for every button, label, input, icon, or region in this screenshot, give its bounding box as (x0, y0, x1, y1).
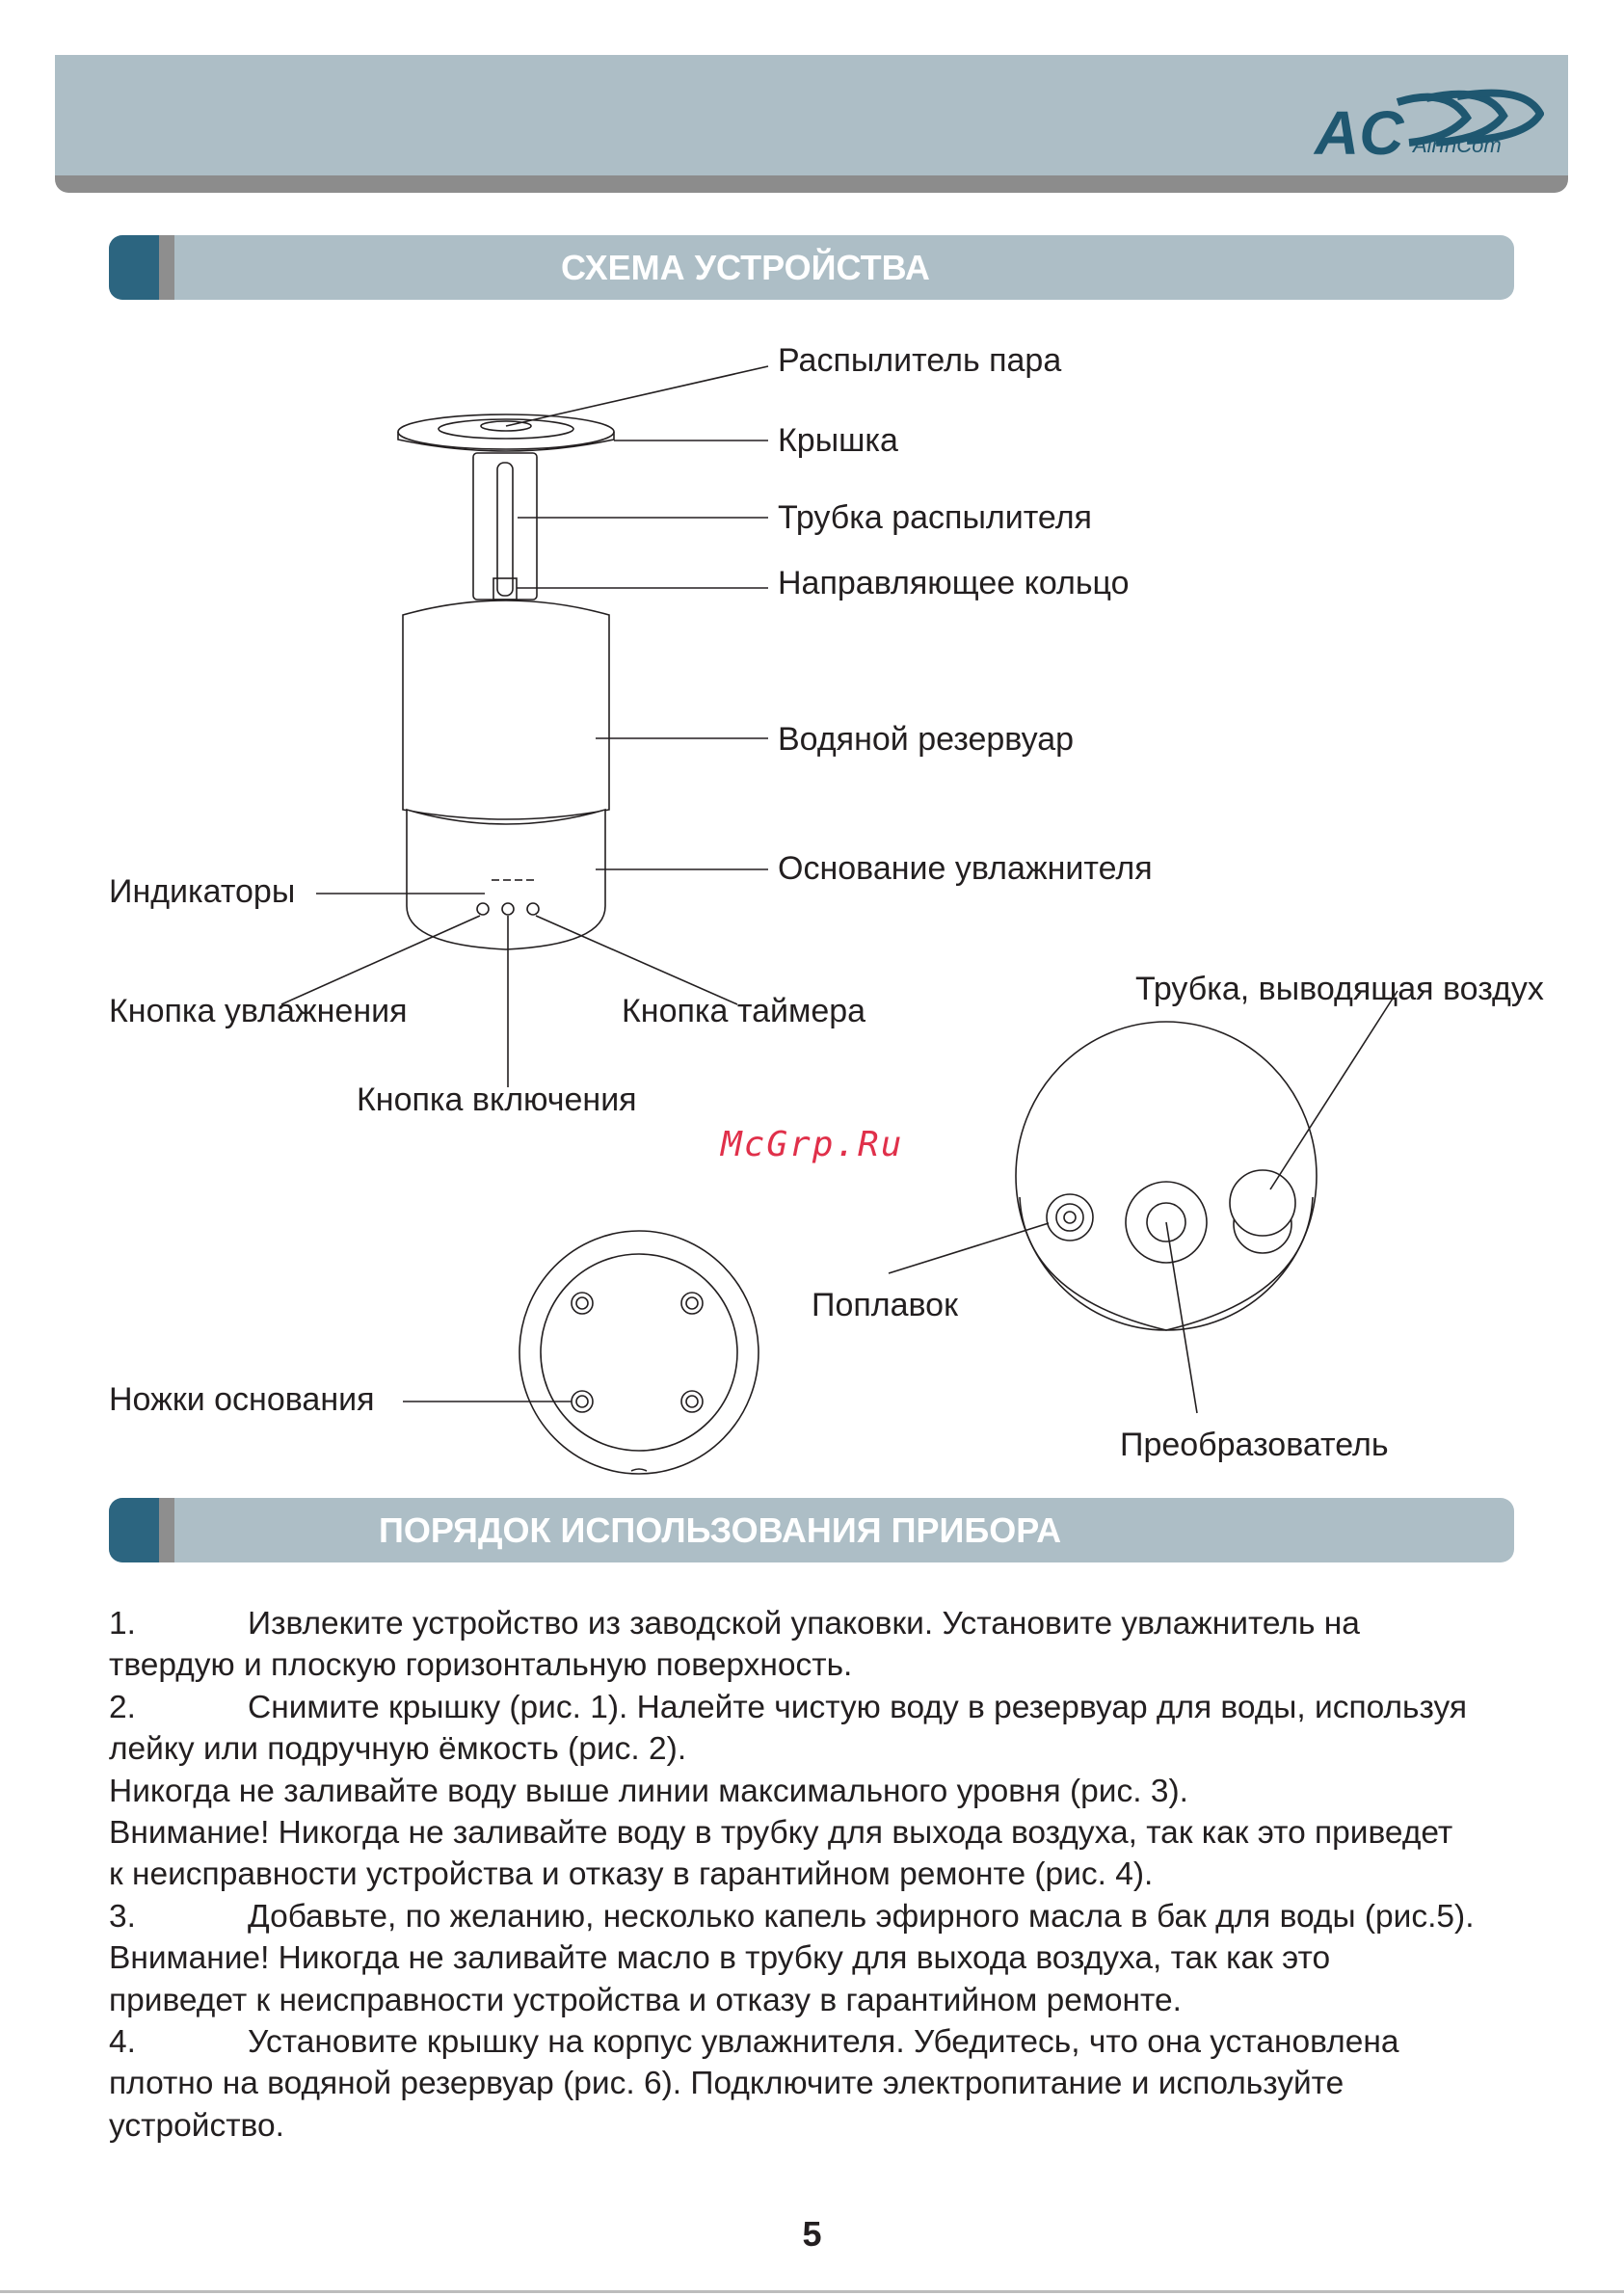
label-base: Основание увлажнителя (778, 850, 1153, 887)
section-title: ПОРЯДОК ИСПОЛЬЗОВАНИЯ ПРИБОРА (379, 1510, 1062, 1550)
section-header-device-scheme (109, 235, 1514, 300)
instruction-text: Внимание! Никогда не заливайте масло в трубку для выхода воздуха, так как это (109, 1940, 1331, 1977)
instruction-text: лейку или подручную ёмкость (рис. 2). (109, 1731, 687, 1768)
instruction-text: Извлеките устройство из заводской упаковки. Установите увлажнитель на (248, 1606, 1360, 1642)
instruction-text: устройство. (109, 2107, 284, 2144)
instruction-line (109, 2063, 1574, 2104)
instruction-text: Снимите крышку (рис. 1). Налейте чистую воду в резервуар для воды, используя (248, 1689, 1467, 1725)
page-number: 5 (802, 2214, 822, 2254)
instruction-line (109, 1771, 1574, 1812)
label-guide-ring: Направляющее кольцо (778, 565, 1130, 601)
watermark: McGrp.Ru (721, 1125, 904, 1164)
label-float: Поплавок (812, 1287, 958, 1323)
label-air-outlet-tube: Трубка, выводящая воздух (1135, 971, 1544, 1007)
label-steam-sprayer: Распылитель пара (778, 342, 1062, 379)
section-bar-accent-2 (159, 235, 174, 300)
instruction-line (109, 1728, 1574, 1770)
instruction-line (109, 2021, 1574, 2063)
instruction-line (109, 1896, 1574, 1937)
instruction-text: Установите крышку на корпус увлажнителя. Убедитесь, что она установлена (248, 2024, 1399, 2061)
instruction-number: 1. (109, 1606, 136, 1642)
bottom-rule (0, 2290, 1624, 2293)
instruction-line (109, 1854, 1574, 1895)
instruction-text: приведет к неисправности устройства и отказу в гарантийном ремонте. (109, 1982, 1182, 2018)
label-power-button: Кнопка включения (357, 1081, 637, 1118)
instructions-list (109, 1603, 1574, 2147)
instruction-line (109, 1603, 1574, 1644)
instruction-line (109, 2105, 1574, 2147)
instruction-text: к неисправности устройства и отказу в гарантийном ремонте (рис. 4). (109, 1856, 1154, 1893)
header-band-shadow (55, 175, 1568, 193)
instruction-text: Добавьте, по желанию, несколько капель эфирного масла в бак для воды (рис.5). (248, 1898, 1475, 1935)
instruction-number: 2. (109, 1689, 136, 1725)
label-humidify-button: Кнопка увлажнения (109, 993, 408, 1029)
instruction-line (109, 1687, 1574, 1728)
section-bar-accent (109, 1498, 159, 1562)
instruction-text: плотно на водяной резервуар (рис. 6). Подключите электропитание и используйте (109, 2066, 1344, 2102)
instruction-number: 4. (109, 2024, 136, 2061)
instruction-line (109, 1937, 1574, 1979)
instruction-line (109, 1980, 1574, 2021)
label-base-feet: Ножки основания (109, 1381, 375, 1418)
logo-brand-text: AirInCom (1413, 133, 1502, 157)
instruction-line (109, 1812, 1574, 1854)
label-water-tank: Водяной резервуар (778, 721, 1075, 758)
label-timer-button: Кнопка таймера (622, 993, 866, 1029)
section-title: СХЕМА УСТРОЙСТВА (561, 248, 930, 287)
section-bar-accent-2 (159, 1498, 174, 1562)
instruction-text: твердую и плоскую горизонтальную поверхность. (109, 1647, 853, 1684)
label-lid: Крышка (778, 422, 898, 459)
instruction-line (109, 1644, 1574, 1686)
instruction-text: Внимание! Никогда не заливайте воду в трубку для выхода воздуха, так как это приведет (109, 1815, 1453, 1852)
device-diagram (0, 318, 1624, 1475)
label-transducer: Преобразователь (1120, 1427, 1389, 1463)
section-header-usage (109, 1498, 1514, 1562)
instruction-number: 3. (109, 1898, 136, 1935)
label-sprayer-tube: Трубка распылителя (778, 499, 1092, 536)
section-bar-accent (109, 235, 159, 300)
logo-mark: AC (1315, 98, 1404, 166)
label-indicators: Индикаторы (109, 873, 296, 910)
instruction-text: Никогда не заливайте воду выше линии максимального уровня (рис. 3). (109, 1773, 1188, 1809)
